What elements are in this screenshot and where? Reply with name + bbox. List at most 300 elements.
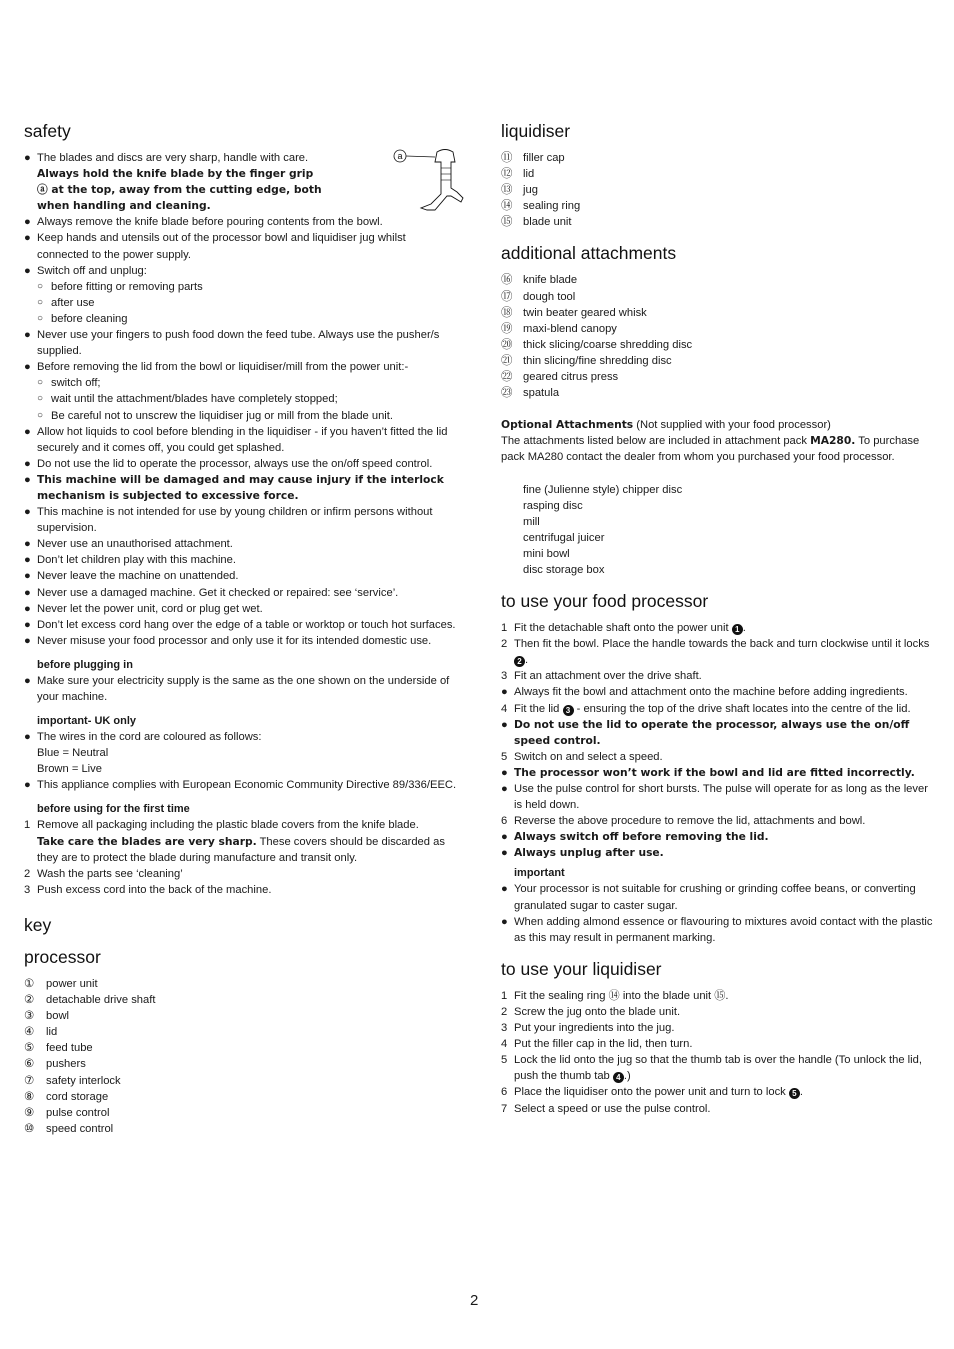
item-text-body: lid [46, 1026, 58, 1039]
list-item [24, 504, 458, 536]
step-number: ● [501, 831, 508, 844]
list-item [24, 866, 458, 882]
list-item [501, 684, 933, 700]
list-item [501, 1084, 933, 1100]
item-text [501, 988, 933, 1004]
list-item [501, 845, 933, 861]
item-text [501, 198, 933, 214]
step-number: 2 [501, 638, 508, 651]
list-item [24, 1073, 458, 1089]
item-text [501, 1036, 933, 1052]
list-item [501, 701, 933, 717]
item-text [501, 829, 933, 845]
item-text [24, 424, 458, 456]
list-item [24, 263, 458, 279]
item-text-body: pushers [46, 1058, 86, 1071]
item-text-body: Always hold the knife blade by the finger grip [37, 167, 314, 181]
list-item [501, 765, 933, 781]
bullet-mark: ● [24, 216, 31, 229]
step-number: 7 [501, 1102, 508, 1115]
item-text-body: Lock the lid onto the jug so that the thumb tab is over the handle (To unlock the lid, push the thumb tab [514, 1054, 922, 1083]
item-text-body: Remove all packaging including the plastic blade covers from the knife blade. [37, 819, 419, 832]
item-text-body: Always switch off before removing the lid. [514, 830, 769, 844]
item-text [24, 777, 458, 793]
item-text-body: after use [51, 296, 95, 309]
item-text-body: before fitting or removing parts [51, 280, 203, 293]
item-text [24, 761, 458, 777]
item-text-body: Before removing the lid from the bowl or liquidiser/mill from the power unit:- [37, 361, 409, 374]
item-text [501, 321, 933, 337]
optional-attachment-item [501, 546, 933, 562]
step-badge: 5 [789, 1088, 800, 1099]
item-text-body: Never misuse your food processor and only use it for its intended domestic use. [37, 634, 432, 647]
item-text-body: Don’t let excess cord hang over the edge of a table or worktop or touch hot surfaces. [37, 618, 456, 631]
item-text [501, 1101, 933, 1117]
list-item [501, 914, 933, 946]
key-number: ⑥ [24, 1058, 35, 1071]
bullet-mark: ○ [37, 377, 44, 389]
list-item [501, 1101, 933, 1117]
step-badge: 1 [732, 624, 743, 635]
list-item [501, 829, 933, 845]
left-column [24, 120, 458, 1137]
list-item [501, 781, 933, 813]
item-text [24, 279, 458, 295]
list-item [501, 1052, 933, 1084]
key-number: ③ [24, 1010, 35, 1023]
bullet-mark: ● [24, 602, 31, 615]
optional-attachment-text: mini bowl [523, 547, 570, 560]
list-item [501, 1020, 933, 1036]
list-item [501, 198, 933, 214]
bullet-mark: ○ [37, 280, 44, 292]
list-item [24, 552, 458, 568]
item-text-body: ⓐ at the top, away from the cutting edge, both [37, 183, 322, 197]
bullet-mark: ○ [37, 312, 44, 324]
item-text [24, 601, 458, 617]
use-liquidiser-title: to use your liquidiser [501, 958, 662, 979]
item-text [24, 504, 458, 536]
item-text-after: - ensuring the top of the drive shaft locates into the centre of the lid. [573, 702, 911, 715]
list-item [24, 601, 458, 617]
list-item [24, 230, 458, 262]
item-text-body: when handling and cleaning. [37, 199, 211, 213]
item-text-body: wait until the attachment/blades have completely stopped; [51, 393, 338, 406]
item-text-body: Keep hands and utensils out of the processor bowl and liquidiser jug whilst connected to the power supply. [37, 232, 406, 261]
list-item [24, 279, 458, 295]
step-badge: 4 [613, 1072, 624, 1083]
item-text [501, 749, 933, 765]
item-text-body: Never leave the machine on unattended. [37, 570, 239, 583]
item-text [24, 472, 458, 504]
bullet-mark: ● [24, 329, 31, 342]
item-text-body: Use the pulse control for short bursts. The pulse will operate for as long as the lever is held down. [514, 783, 928, 812]
item-text [24, 976, 458, 992]
item-text-body: maxi-blend canopy [523, 322, 617, 335]
key-title: key [24, 914, 52, 935]
list-item [24, 456, 458, 472]
key-number: ⑩ [24, 1122, 35, 1135]
item-text [501, 881, 933, 913]
item-text-body: Select a speed or use the pulse control. [514, 1102, 711, 1115]
list-item [501, 166, 933, 182]
item-text [24, 536, 458, 552]
important-uk-list [24, 729, 458, 793]
page-number: 2 [470, 1292, 479, 1309]
key-number: ⑳ [501, 338, 513, 351]
list-item [24, 834, 458, 866]
processor-key-list [24, 976, 458, 1137]
item-text [501, 214, 933, 230]
list-item [24, 1121, 458, 1137]
item-text [501, 765, 933, 781]
item-text [24, 1008, 458, 1024]
item-text-body: safety interlock [46, 1074, 121, 1087]
item-text-body: Don’t let children play with this machine. [37, 554, 236, 567]
item-text [501, 305, 933, 321]
item-text-body: Reverse the above procedure to remove the lid, attachments and bowl. [514, 815, 866, 828]
key-number: ⑱ [501, 306, 513, 319]
step-badge: 2 [514, 656, 525, 667]
list-item [501, 1036, 933, 1052]
item-text-body: geared citrus press [523, 371, 619, 384]
item-text [501, 668, 933, 684]
item-text [24, 552, 458, 568]
list-item [501, 182, 933, 198]
bullet-mark: ○ [37, 393, 44, 405]
item-text [24, 391, 458, 407]
list-item [24, 408, 458, 424]
item-text [501, 353, 933, 369]
item-text [24, 295, 458, 311]
step-badge: 3 [563, 705, 574, 716]
bullet-mark: ● [24, 779, 31, 792]
step-number: 1 [24, 819, 31, 832]
item-bold-text: Take care the blades are very sharp. [37, 834, 257, 848]
list-item [24, 761, 458, 777]
use-food-processor-title: to use your food processor [501, 591, 709, 612]
bullet-mark: ○ [37, 409, 44, 421]
optional-attachment-text: mill [523, 515, 540, 528]
list-item [24, 976, 458, 992]
step-number: 3 [501, 670, 508, 683]
bullet-mark: ● [24, 674, 31, 687]
item-text-body: Wash the parts see ‘cleaning’ [37, 867, 183, 880]
optional-attachments-list [501, 482, 933, 579]
item-text [501, 289, 933, 305]
list-item [501, 749, 933, 765]
item-text-body: Do not use the lid to operate the processor, always use the on/off speed control. [514, 717, 910, 747]
item-text-body: dough tool [523, 290, 576, 303]
key-number: ⑯ [501, 274, 513, 287]
list-item [501, 636, 933, 668]
list-item [501, 272, 933, 288]
item-text-body: The wires in the cord are coloured as follows: [37, 731, 262, 744]
list-item [24, 777, 458, 793]
item-text [24, 633, 458, 649]
key-number: ⑨ [24, 1106, 35, 1119]
step-number: ● [501, 783, 508, 795]
bullet-mark: ● [24, 586, 31, 599]
item-text [24, 866, 458, 882]
item-text-body: Never use an unauthorised attachment. [37, 538, 233, 551]
step-number: 4 [501, 702, 508, 715]
key-number: ⑮ [501, 216, 513, 229]
step-number: ● [501, 766, 508, 779]
bullet-mark: ● [24, 538, 31, 551]
list-item [24, 375, 458, 391]
item-text-body: twin beater geared whisk [523, 306, 647, 319]
item-text-body: Fit the sealing ring ⑭ into the blade unit ⑮. [514, 989, 729, 1002]
item-text [501, 1020, 933, 1036]
item-text-body: Make sure your electricity supply is the same as the one shown on the underside of your machine. [37, 674, 450, 703]
list-item [24, 1008, 458, 1024]
key-number: ㉒ [501, 371, 513, 384]
key-number: ⑬ [501, 184, 513, 197]
step-number: ● [501, 718, 508, 731]
bullet-mark: ● [24, 634, 31, 647]
item-text: Fit the detachable shaft onto the power unit 1 . [514, 622, 746, 635]
list-item [24, 568, 458, 584]
bullet-mark: ● [24, 457, 31, 470]
item-text-body: lid [523, 168, 535, 181]
optional-attachment-text: rasping disc [523, 499, 583, 512]
list-item [501, 305, 933, 321]
item-text-body: sealing ring [523, 200, 581, 213]
item-text: Then fit the bowl. Place the handle towards the back and turn clockwise until it locks 2 . [514, 638, 930, 667]
list-item [24, 585, 458, 601]
step-number: 3 [24, 883, 31, 896]
key-number: ⑤ [24, 1042, 35, 1055]
item-text-body: Screw the jug onto the blade unit. [514, 1005, 681, 1018]
list-item [501, 337, 933, 353]
item-text-body: thin slicing/fine shredding disc [523, 354, 672, 367]
item-text-body: cord storage [46, 1090, 109, 1103]
key-number: ⑰ [501, 290, 513, 303]
before-plugging-list [24, 673, 458, 705]
bullet-mark: ● [24, 473, 31, 486]
item-text [501, 182, 933, 198]
item-text [24, 745, 458, 761]
bullet-mark: ● [24, 361, 31, 374]
key-number: ⑭ [501, 200, 513, 213]
bullet-mark: ● [24, 152, 31, 164]
item-text [501, 1004, 933, 1020]
item-text-body: Fit the detachable shaft onto the power unit [514, 622, 732, 635]
item-text-body: before cleaning [51, 312, 128, 325]
item-text [501, 337, 933, 353]
bullet-mark: ● [24, 264, 31, 277]
use-liquidiser-steps [501, 988, 933, 1117]
item-text-body: Fit an attachment over the drive shaft. [514, 670, 702, 683]
item-text [501, 845, 933, 861]
list-item [501, 988, 933, 1004]
important-heading: important [514, 867, 565, 880]
item-text [24, 834, 458, 866]
list-item [24, 1056, 458, 1072]
step-number: 2 [501, 1005, 508, 1018]
item-text [24, 1105, 458, 1121]
item-text-body: bowl [46, 1010, 70, 1023]
item-text [501, 701, 933, 717]
safety-list [24, 150, 458, 649]
optional-attachments-paragraph: The attachments listed below are included in attachment pack MA280. To purchase pack MA280 contact the dealer from whom you purchased your food processor. [501, 434, 920, 464]
list-item [24, 745, 458, 761]
item-text-body: Never let the power unit, cord or plug get wet. [37, 602, 263, 615]
item-text-body: Be careful not to unscrew the liquidiser jug or mill from the blade unit. [51, 409, 394, 422]
additional-attachments-title: additional attachments [501, 243, 677, 264]
item-text [24, 1121, 458, 1137]
key-number: ㉑ [501, 354, 513, 367]
step-number: ● [501, 686, 508, 699]
list-item [24, 882, 458, 898]
list-item [24, 295, 458, 311]
list-item [501, 321, 933, 337]
item-text-body: Switch off and unplug: [37, 264, 147, 277]
list-item [501, 289, 933, 305]
item-text-body: This machine will be damaged and may cause injury if the interlock mechanism is subjected to excessive force. [37, 472, 444, 502]
item-text-body: speed control [46, 1122, 114, 1135]
key-number: ① [24, 977, 35, 990]
knife-blade-illustration [391, 148, 471, 220]
key-number: ⑫ [501, 168, 513, 181]
item-text [501, 369, 933, 385]
item-text [24, 568, 458, 584]
list-item [24, 327, 458, 359]
item-text [24, 882, 458, 898]
item-text [501, 1084, 933, 1100]
item-text-body: Your processor is not suitable for crushing or grinding coffee beans, or converting granulated sugar to caster sugar. [514, 883, 916, 912]
list-item [24, 992, 458, 1008]
item-text-body: detachable drive shaft [46, 994, 156, 1007]
list-item [24, 472, 458, 504]
bullet-mark: ● [501, 915, 508, 928]
step-number: 2 [24, 867, 31, 880]
item-text [501, 166, 933, 182]
item-text [24, 617, 458, 633]
item-text-body: The processor won’t work if the bowl and lid are fitted incorrectly. [514, 765, 915, 779]
optional-attachment-text: disc storage box [523, 563, 605, 576]
bullet-mark: ● [24, 232, 31, 245]
list-item [501, 813, 933, 829]
bullet-mark: ● [501, 883, 508, 896]
step-number: 6 [501, 815, 508, 828]
list-item [24, 1040, 458, 1056]
list-item [24, 391, 458, 407]
step-number: 5 [501, 750, 508, 763]
item-text-body: Put the filler cap in the lid, then turn. [514, 1038, 693, 1051]
item-text [24, 1056, 458, 1072]
key-number: ⑧ [24, 1090, 35, 1103]
optional-attachment-item [501, 482, 933, 498]
list-item [24, 617, 458, 633]
key-number: ④ [24, 1026, 35, 1039]
key-number: ② [24, 994, 35, 1007]
bullet-mark: ● [24, 618, 31, 631]
key-number: ⑦ [24, 1074, 35, 1087]
optional-attachment-item [501, 514, 933, 530]
step-number: 1 [501, 622, 508, 635]
knife-callout-label: a [397, 151, 403, 161]
item-text-body: Brown = Live [37, 763, 102, 776]
list-item [501, 353, 933, 369]
important-uk-heading: important- UK only [37, 715, 136, 728]
item-text [24, 817, 458, 833]
processor-title: processor [24, 946, 101, 967]
item-text-body: blade unit [523, 216, 572, 229]
item-text [24, 1024, 458, 1040]
item-text-body: Push excess cord into the back of the machine. [37, 883, 272, 896]
bullet-mark: ● [24, 731, 31, 744]
bullet-mark: ● [24, 554, 31, 567]
list-item [24, 424, 458, 456]
item-text-body: jug [523, 184, 538, 197]
step-number: 4 [501, 1038, 508, 1051]
list-item [24, 311, 458, 327]
optional-attachment-item [501, 562, 933, 578]
list-item [24, 536, 458, 552]
bullet-mark: ● [24, 506, 31, 519]
optional-attachments-heading: Optional Attachments (Not supplied with your food processor) [501, 418, 831, 432]
list-item [24, 633, 458, 649]
item-text-body: spatula [523, 387, 560, 400]
step-number: 5 [501, 1054, 508, 1067]
item-text-body: Always fit the bowl and attachment onto the machine before adding ingredients. [514, 686, 908, 699]
item-text-body: Fit the lid [514, 702, 563, 715]
item-text [501, 150, 933, 166]
item-text-body: The blades and discs are very sharp, handle with care. [37, 152, 309, 164]
item-text [24, 311, 458, 327]
item-text-body: switch off; [51, 377, 101, 390]
bullet-mark: ● [24, 425, 31, 438]
item-text [501, 385, 933, 401]
item-text-body: Place the liquidiser onto the power unit and turn to lock [514, 1086, 789, 1099]
list-item [24, 729, 458, 745]
item-text [24, 408, 458, 424]
right-column [501, 120, 933, 1117]
key-number: ⑲ [501, 322, 513, 335]
item-text-body: Allow hot liquids to cool before blending in the liquidiser - if you haven’t fitted the lid securely and it comes off, you could get splashed. [37, 425, 448, 454]
item-text-after: .) [623, 1070, 631, 1083]
important-list [501, 881, 933, 945]
item-text-body: This machine is not intended for use by young children or infirm persons without supervision. [37, 506, 433, 535]
liquidiser-title: liquidiser [501, 121, 571, 141]
item-text-body: Switch on and select a speed. [514, 750, 663, 763]
optional-attachment-item [501, 498, 933, 514]
item-text-body: knife blade [523, 274, 578, 287]
item-text-body: Always remove the knife blade before pouring contents from the bowl. [37, 216, 383, 229]
item-text [501, 813, 933, 829]
optional-attachment-text: fine (Julienne style) chipper disc [523, 483, 683, 496]
item-text [24, 359, 458, 375]
item-text-body: power unit [46, 977, 98, 990]
item-text-body: These covers should be discarded as they are to protect the blade during manufacture and transit only. [37, 835, 445, 864]
list-item [501, 881, 933, 913]
item-text-body: Never use your fingers to push food down the feed tube. Always use the pusher/s supplied. [37, 329, 440, 358]
list-item [24, 359, 458, 375]
safety-title: safety [24, 121, 71, 141]
optional-attachment-text: centrifugal juicer [523, 531, 605, 544]
list-item [501, 620, 933, 636]
item-text-body: Do not use the lid to operate the processor, always use the on/off speed control. [37, 457, 433, 470]
item-text [24, 1073, 458, 1089]
list-item [24, 673, 458, 705]
item-text [501, 717, 933, 749]
item-text [24, 327, 458, 359]
item-text [24, 992, 458, 1008]
bullet-mark: ○ [37, 296, 44, 308]
item-text [501, 914, 933, 946]
